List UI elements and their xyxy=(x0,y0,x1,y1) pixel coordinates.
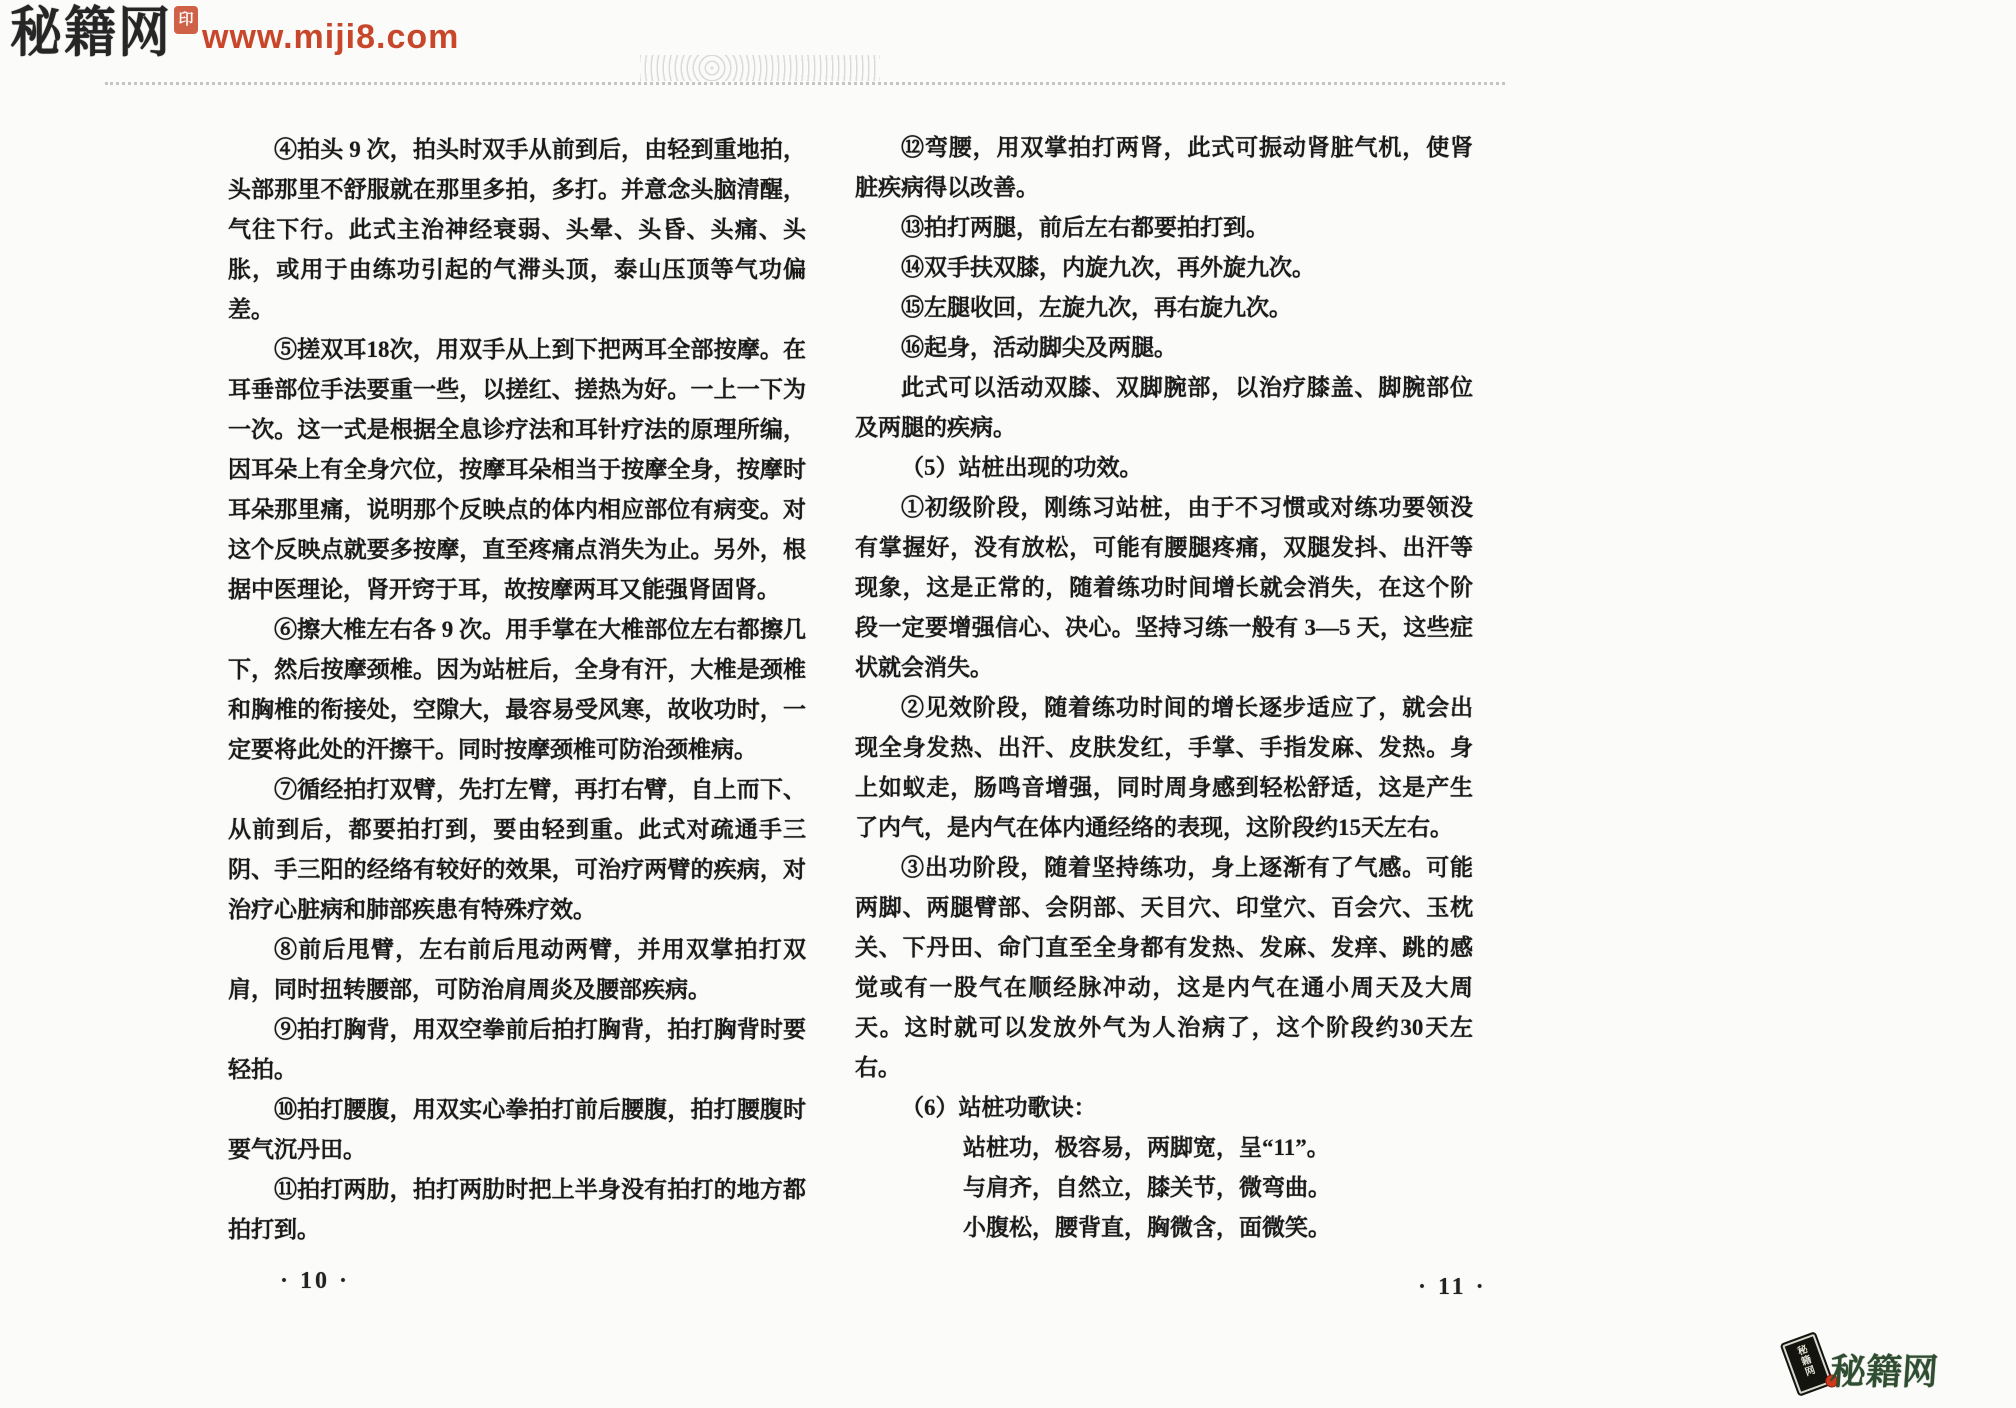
paragraph-item-9: ⑨拍打胸背，用双空拳前后拍打胸背，拍打胸背时要轻拍。 xyxy=(228,1017,806,1082)
paragraph-stage-3: ③出功阶段，随着坚持练功，身上逐渐有了气感。可能两脚、两腿臂部、会阴部、天目穴、印堂穴、百会穴、玉枕关、下丹田、命门直至全身都有发热、发麻、发痒、跳的感觉或有一股气在顺经脉冲动，这是内气在通小周天及大周天。这时就可以发放外气为人治病了，这个阶段约30天左右。 xyxy=(855,855,1473,1080)
verse-block xyxy=(855,1128,1473,1248)
scan-noise-smudge xyxy=(640,55,880,81)
paragraph-stage-1: ①初级阶段，刚练习站桩，由于不习惯或对练功要领没有掌握好，没有放松，可能有腰腿疼痛，双腿发抖、出汗等现象，这是正常的，随着练功时间增长就会消失，在这个阶段一定要增强信心、决心。坚持习练一般有 3—5 天，这些症状就会消失。 xyxy=(855,495,1473,680)
paragraph-item-12: ⑫弯腰，用双掌拍打两肾，此式可振动肾脏气机，使肾脏疾病得以改善。 xyxy=(855,135,1473,200)
footer-logo-text: 秘籍网 xyxy=(1828,1352,1940,1392)
paragraph-item-8: ⑧前后甩臂，左右前后甩动两臂，并用双掌拍打双肩，同时扭转腰部，可防治肩周炎及腰部疾病。 xyxy=(228,937,806,1002)
site-watermark-footer xyxy=(1788,1336,1938,1392)
site-watermark-header xyxy=(10,4,459,64)
book-icon-label: 秘籍网 xyxy=(1793,1343,1816,1379)
paragraph-item-7: ⑦循经拍打双臂，先打左臂，再打右臂，自上而下、从前到后，都要拍打到，要由轻到重。此式对疏通手三阴、手三阳的经络有较好的效果，可治疗两臂的疾病，对治疗心脏病和肺部疾患有特殊疗效。 xyxy=(228,777,806,922)
paragraph-item-11: ⑪拍打两肋，拍打两肋时把上半身没有拍打的地方都拍打到。 xyxy=(228,1177,806,1242)
verse-line-1: 站桩功，极容易，两脚宽，呈“11”。 xyxy=(963,1135,1330,1160)
page-number-left: · 10 · xyxy=(280,1268,351,1294)
page-number-right: · 11 · xyxy=(1418,1274,1487,1300)
verse-line-2: 与肩齐，自然立，膝关节，微弯曲。 xyxy=(963,1175,1331,1200)
scan-noise-line xyxy=(105,82,1505,85)
paragraph-summary: 此式可以活动双膝、双脚腕部，以治疗膝盖、脚腕部位及两腿的疾病。 xyxy=(855,375,1473,440)
paragraph-stage-2: ②见效阶段，随着练功时间的增长逐步适应了，就会出现全身发热、出汗、皮肤发红，手掌、手指发麻、发热。身上如蚁走，肠鸣音增强，同时周身感到轻松舒适，这是产生了内气，是内气在体内通经络的表现，这阶段约15天左右。 xyxy=(855,695,1473,840)
right-page-text-column xyxy=(855,128,1473,1248)
section-heading-5: （5）站桩出现的功效。 xyxy=(901,455,1143,480)
section-heading-6: （6）站桩功歌诀： xyxy=(901,1095,1097,1120)
left-page-text-column xyxy=(228,130,806,1250)
paragraph-item-13: ⑬拍打两腿，前后左右都要拍打到。 xyxy=(901,215,1269,240)
paragraph-item-16: ⑯起身，活动脚尖及两腿。 xyxy=(901,335,1177,360)
paragraph-item-15: ⑮左腿收回，左旋九次，再右旋九次。 xyxy=(901,295,1292,320)
paragraph-item-10: ⑩拍打腰腹，用双实心拳拍打前后腰腹，拍打腰腹时要气沉丹田。 xyxy=(228,1097,806,1162)
paragraph-item-14: ⑭双手扶双膝，内旋九次，再外旋九次。 xyxy=(901,255,1315,280)
paragraph-item-5: ⑤搓双耳18次，用双手从上到下把两耳全部按摩。在耳垂部位手法要重一些，以搓红、搓热为好。一上一下为一次。这一式是根据全息诊疗法和耳针疗法的原理所编，因耳朵上有全身穴位，按摩耳朵相当于按摩全身，按摩时耳朵那里痛，说明那个反映点的体内相应部位有病变。对这个反映点就要多按摩，直至疼痛点消失为止。另外，根据中医理论，肾开窍于耳，故按摩两耳又能强肾固肾。 xyxy=(228,337,806,602)
book-icon xyxy=(1780,1331,1835,1397)
site-logo-text: 秘籍网 xyxy=(10,3,173,64)
seal-icon: 印 xyxy=(174,6,198,34)
paragraph-item-6: ⑥擦大椎左右各 9 次。用手掌在大椎部位左右都擦几下，然后按摩颈椎。因为站桩后，全身有汗，大椎是颈椎和胸椎的衔接处，空隙大，最容易受风寒，故收功时，一定要将此处的汗擦干。同时按摩颈椎可防治颈椎病。 xyxy=(228,617,806,762)
verse-line-3: 小腹松，腰背直，胸微含，面微笑。 xyxy=(963,1215,1331,1240)
site-url-text: www.miji8.com xyxy=(202,18,460,56)
paragraph-item-4: ④拍头 9 次，拍头时双手从前到后，由轻到重地拍，头部那里不舒服就在那里多拍，多打。并意念头脑清醒，气往下行。此式主治神经衰弱、头晕、头昏、头痛、头胀，或用于由练功引起的气滞头顶，泰山压顶等气功偏差。 xyxy=(228,137,806,322)
